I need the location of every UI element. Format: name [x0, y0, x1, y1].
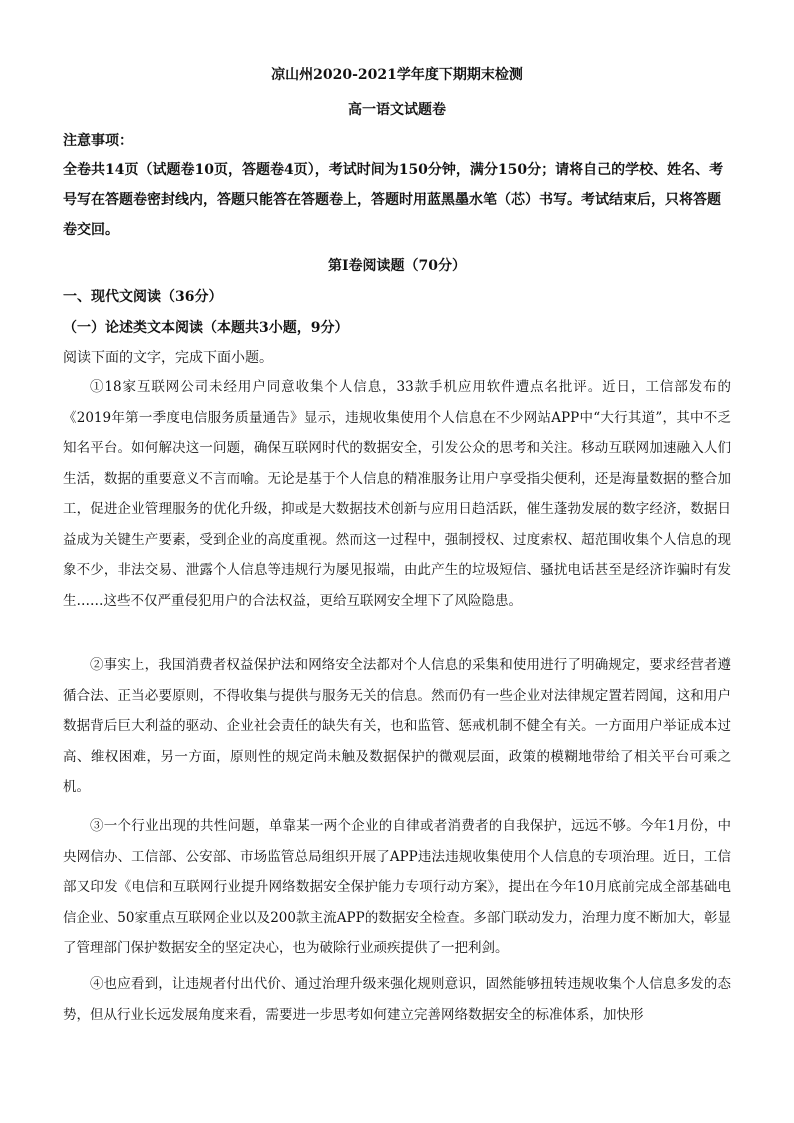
article-paragraph-3: ③一个行业出现的共性问题，单靠某一两个企业的自律或者消费者的自我保护，远远不够。今年1月份，中央网信办、工信部、公安部、市场监管总局组织开展了APP违法违规收集使用个人信息的专项治理。近日，工信部又印发《电信和互联网行业提升网络数据安全保护能力专项行动方案》，提出在今年10月底前完成全部基础电信企业、50家重点互联网企业以及200款主流APP的数据安全检查。多部门联动发力，治理力度不断加大，彰显了管理部门保护数据安全的坚定决心，也为破除行业顽疾提供了一把利剑。	[63, 818, 731, 956]
reading-instruction: 阅读下面的文字，完成下面小题。	[63, 350, 273, 366]
article-paragraph-4: ④也应看到，让违规者付出代价、通过治理升级来强化规则意识，固然能够扭转违规收集个人信息多发的态势，但从行业长远发展角度来看，需要进一步思考如何建立完善网络数据安全的标准体系，加快形	[63, 976, 731, 1023]
section-heading: 一、现代文阅读（36分）	[63, 289, 223, 305]
notes-body: 全卷共14页（试题卷10页，答题卷4页），考试时间为150分钟，满分150分；请将自己的学校、姓名、考号写在答题卷密封线内，答题只能答在答题卷上，答题时用蓝黑墨水笔（芯）书写。考试结束后，只将答题卷交回。	[63, 162, 724, 238]
part1-title: 第I卷阅读题（70分）	[327, 258, 467, 274]
article-paragraph-2: ②事实上，我国消费者权益保护法和网络安全法都对个人信息的采集和使用进行了明确规定，要求经营者遵循合法、正当必要原则，不得收集与提供与服务无关的信息。然而仍有一些企业对法律规定置若罔闻，这和用户数据背后巨大利益的驱动、企业社会责任的缺失有关，也和监管、惩戒机制不健全有关。一方面用户举证成本过高、维权困难，另一方面，原则性的规定尚未触及数据保护的微观层面，政策的模糊地带给了相关平台可乘之机。	[63, 657, 731, 795]
notes-heading: 注意事项：	[63, 133, 133, 149]
subsection-heading: （一）论述类文本阅读（本题共3小题，9分）	[63, 320, 349, 336]
paper-title: 高一语文试题卷	[348, 102, 446, 118]
exam-title: 凉山州2020-2021学年度下期期末检测	[271, 67, 523, 83]
article-paragraph-1: ①18家互联网公司未经用户同意收集个人信息，33款手机应用软件遭点名批评。近日，工信部发布的《2019年第一季度电信服务质量通告》显示，违规收集使用个人信息在不少网站APP中“大行其道”，其中不乏知名平台。如何解决这一问题，确保互联网时代的数据安全，引发公众的思考和关注。移动互联网加速融入人们生活，数据的重要意义不言而喻。无论是基于个人信息的精准服务让用户享受指尖便利，还是海量数据的整合加工，促进企业管理服务的优化升级，抑或是大数据技术创新与应用日趋活跃，催生蓬勃发展的数字经济，数据日益成为关键生产要素，受到企业的高度重视。然而这一过程中，强制授权、过度索权、超范围收集个人信息的现象不少，非法交易、泄露个人信息等违规行为屡见报端，由此产生的垃圾短信、骚扰电话甚至是经济诈骗时有发生……这些不仅严重侵犯用户的合法权益，更给互联网安全埋下了风险隐患。	[63, 379, 731, 609]
